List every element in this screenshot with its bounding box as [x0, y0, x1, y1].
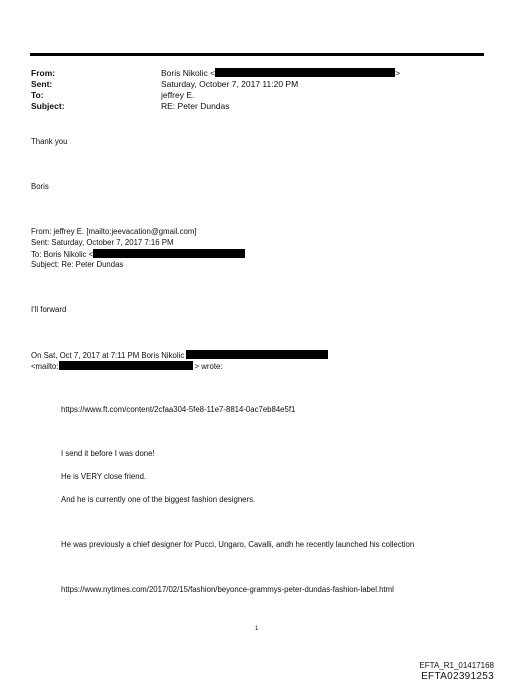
mailto-row [31, 361, 222, 372]
bates-number-small: EFTA_R1_01417168 [419, 661, 494, 670]
page-number: 1 [255, 626, 259, 632]
quoted-subject: Subject: Re: Peter Dundas [31, 260, 124, 269]
header-rule [30, 53, 484, 56]
mailto-suffix: > wrote: [194, 362, 223, 371]
bates-number-large: EFTA02391253 [421, 671, 494, 682]
redaction-bar [93, 249, 245, 258]
quoted-to: To: Boris Nikolic < [31, 250, 94, 259]
quoted-from: From: jeffrey E. [mailto:jeevacation@gmail.com] [31, 227, 197, 236]
to-label: To: [31, 90, 44, 100]
to-value: jeffrey E. [161, 90, 195, 100]
body-line-2: He is VERY close friend. [61, 472, 147, 481]
nytimes-link[interactable]: https://www.nytimes.com/2017/02/15/fashion/beyonce-grammys-peter-dundas-fashion-label.html [61, 585, 394, 594]
on-line-row [31, 350, 328, 361]
forward-text: I'll forward [31, 305, 67, 314]
thanks-text: Thank you [31, 137, 68, 146]
ft-link[interactable]: https://www.ft.com/content/2cfaa304-5fe8-11e7-8814-0ac7eb84e5f1 [61, 405, 296, 414]
from-name: Boris Nikolic < [161, 68, 216, 78]
body-line-3: And he is currently one of the biggest fashion designers. [61, 495, 256, 504]
subject-label: Subject: [31, 101, 65, 111]
body-line-1: I send it before I was done! [61, 449, 155, 458]
quoted-sent: Sent: Saturday, October 7, 2017 7:16 PM [31, 238, 174, 247]
redaction-bar [215, 68, 395, 77]
quoted-to-row [31, 249, 245, 260]
from-tail: > [395, 68, 401, 78]
subject-value: RE: Peter Dundas [161, 101, 230, 111]
sent-label: Sent: [31, 79, 53, 89]
body-line-4: He was previously a chief designer for Pucci, Ungaro, Cavalli, andh he recently launched his collection [61, 540, 415, 549]
mailto-prefix: <mailto: [31, 362, 59, 371]
signoff-text: Boris [31, 182, 49, 191]
on-line: On Sat, Oct 7, 2017 at 7:11 PM Boris Nikolic [31, 351, 185, 360]
redaction-bar [186, 350, 328, 359]
from-value [161, 68, 400, 79]
from-label: From: [31, 68, 56, 78]
redaction-bar [59, 361, 193, 370]
sent-value: Saturday, October 7, 2017 11:20 PM [161, 79, 299, 89]
